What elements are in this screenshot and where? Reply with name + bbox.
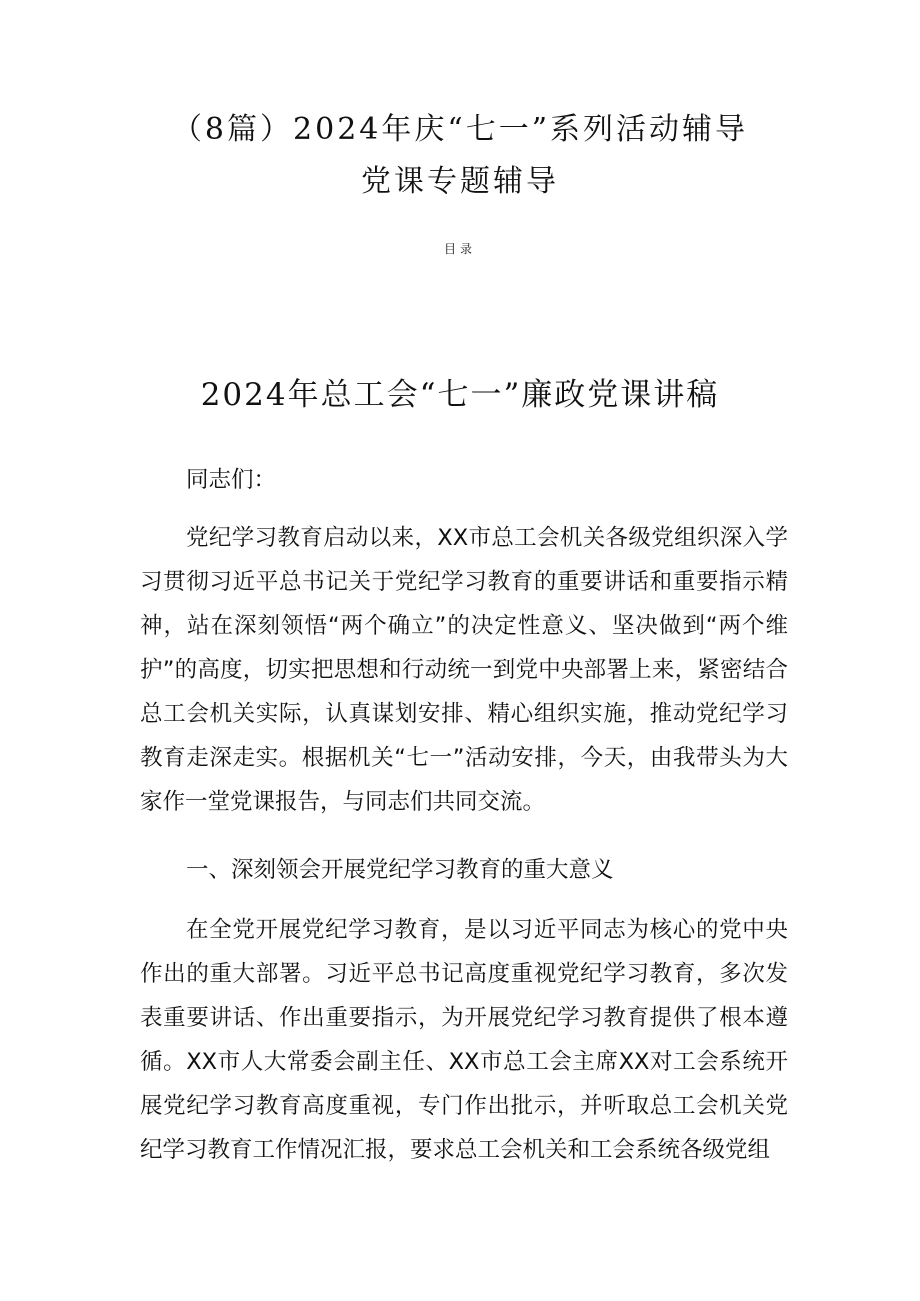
greeting: 同志们： (186, 467, 277, 493)
paragraph-2: 在全党开展党纪学习教育，是以习近平同志为核心的党中央作出的重大部署。习近平总书记高度重视党纪学习教育，多次发表重要讲话、作出重要指示，为开展党纪学习教育提供了根本遵循。XX市人大常委会副主任、XX市总工会主席XX对工会系统开展党纪学习教育高度重视，专门作出批示，并听取总工会机关党纪学习教育工作情况汇报，要求总工会机关和工会系统各级党组 (140, 917, 788, 1163)
paragraph-1: 党纪学习教育启动以来，XX市总工会机关各级党组织深入学习贯彻习近平总书记关于党纪学习教育的重要讲话和重要指示精神，站在深刻领悟“两个确立”的决定性意义、坚决做到“两个维护”的高度，切实把思想和行动统一到党中央部署上来，紧密结合总工会机关实际，认真谋划安排、精心组织实施，推动党纪学习教育走深走实。根据机关“七一”活动安排，今天，由我带头为大家作一堂党课报告，与同志们共同交流。 (140, 525, 788, 815)
document-title-line-1: （8篇）2024年庆“七一”系列活动辅导 (171, 112, 749, 147)
table-of-contents-label: 目录 (443, 242, 476, 256)
section-heading-1: 一、深刻领会开展党纪学习教育的重大意义 (186, 857, 614, 883)
document-title-line-2: 党课专题辅导 (361, 164, 559, 199)
section-title: 2024年总工会“七一”廉政党课讲稿 (200, 377, 720, 413)
